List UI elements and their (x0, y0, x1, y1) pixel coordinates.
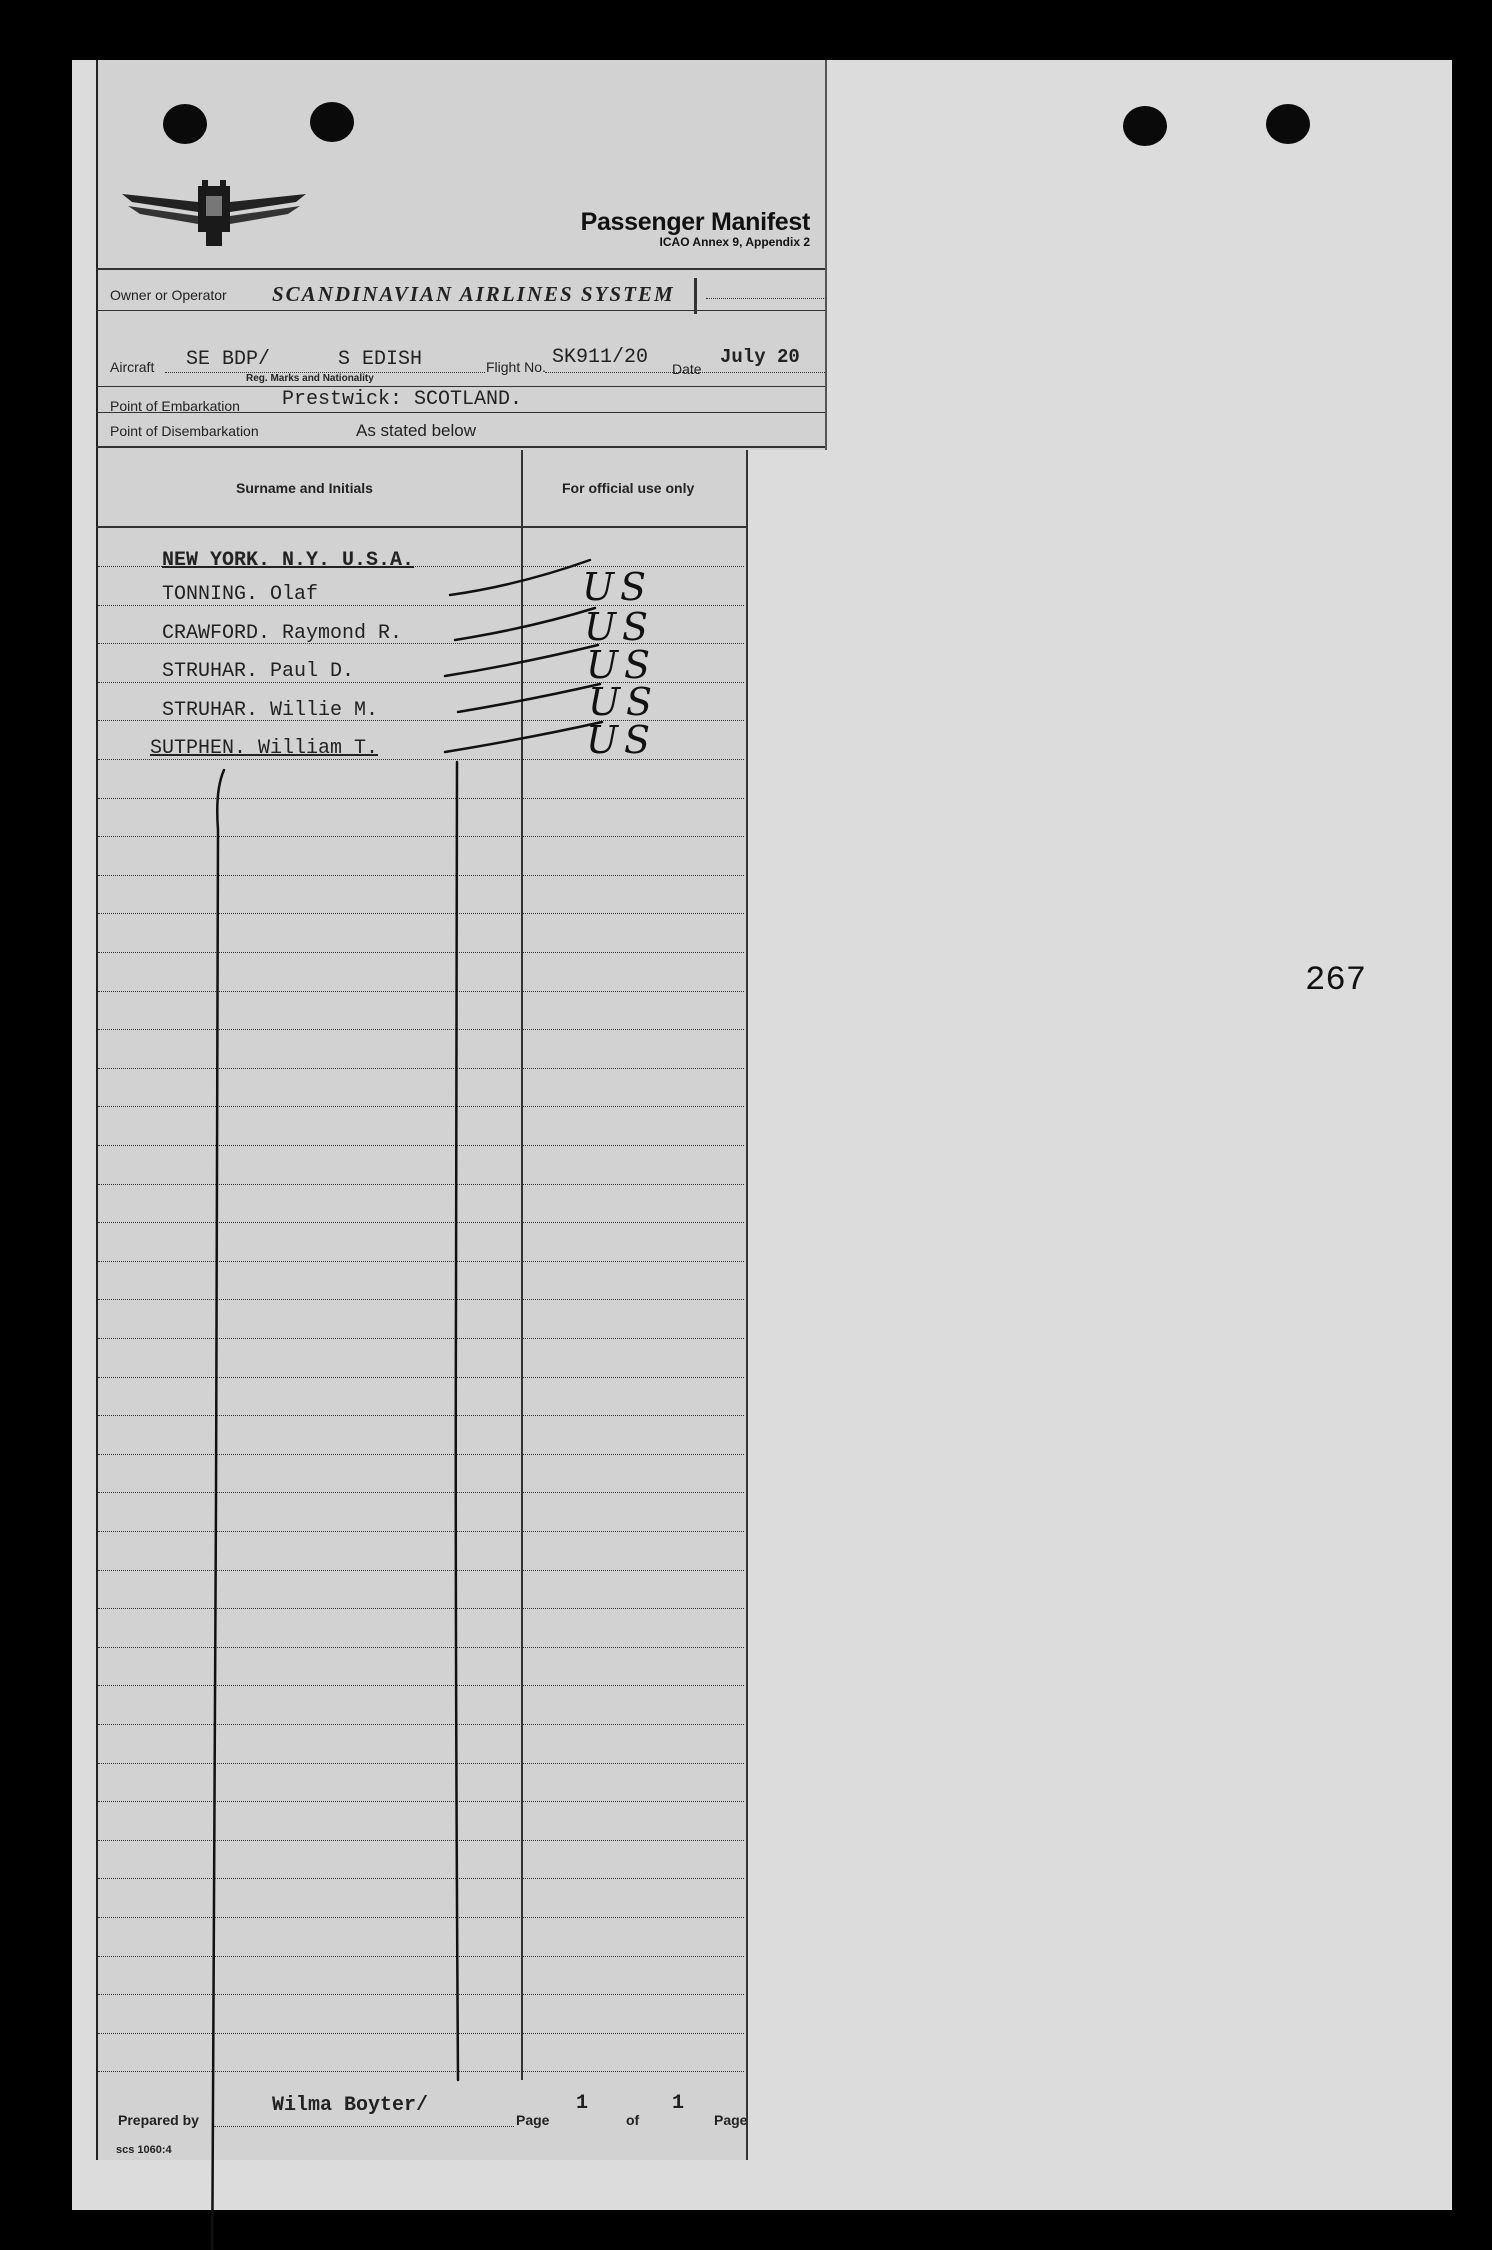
passenger-name: STRUHAR. Willie M. (162, 699, 379, 722)
aircraft-nationality: S EDISH (338, 348, 423, 371)
owner-label: Owner or Operator (110, 287, 227, 303)
flight-label: Flight No. (486, 359, 546, 375)
divider (214, 2126, 514, 2127)
document-subtitle: ICAO Annex 9, Appendix 2 (659, 235, 810, 249)
prepared-by-label: Prepared by (118, 2112, 199, 2128)
page-value: 1 (576, 2092, 589, 2115)
official-mark: US (586, 718, 657, 762)
pages-label: Page (714, 2112, 748, 2128)
passenger-name: SUTPHEN. William T. (150, 737, 379, 760)
official-mark: US (584, 605, 655, 649)
disembarkation-value: As stated below (356, 421, 477, 440)
flight-date: July 20 (720, 346, 800, 368)
form-number: scs 1060:4 (116, 2144, 172, 2156)
prepared-by-value: Wilma Boyter/ (272, 2094, 429, 2117)
disembarkation-label: Point of Disembarkation (110, 423, 259, 439)
passenger-name: CRAWFORD. Raymond R. (162, 622, 403, 645)
of-label: of (626, 2112, 640, 2128)
embarkation-label: Point of Embarkation (110, 398, 240, 414)
date-label: Date (672, 361, 702, 377)
of-value: 1 (672, 2092, 685, 2115)
document-title: Passenger Manifest (580, 208, 810, 236)
margin-page-number: 267 (1305, 962, 1367, 1000)
official-mark: US (586, 643, 657, 687)
reg-caption: Reg. Marks and Nationality (246, 373, 374, 384)
aircraft-label: Aircraft (110, 359, 155, 375)
column-header-name: Surname and Initials (236, 480, 373, 496)
passenger-name: STRUHAR. Paul D. (162, 660, 355, 683)
embarkation-value: Prestwick: SCOTLAND. (282, 388, 523, 411)
owner-value: SCANDINAVIAN AIRLINES SYSTEM (272, 282, 675, 306)
official-mark: US (588, 680, 659, 724)
page-label: Page (516, 2112, 550, 2128)
passenger-name: TONNING. Olaf (162, 583, 319, 606)
destination-heading: NEW YORK. N.Y. U.S.A. (162, 549, 415, 572)
column-header-official: For official use only (562, 480, 695, 496)
aircraft-reg: SE BDP/ (186, 348, 271, 371)
flight-number: SK911/20 (552, 346, 649, 369)
official-mark: US (582, 565, 653, 609)
